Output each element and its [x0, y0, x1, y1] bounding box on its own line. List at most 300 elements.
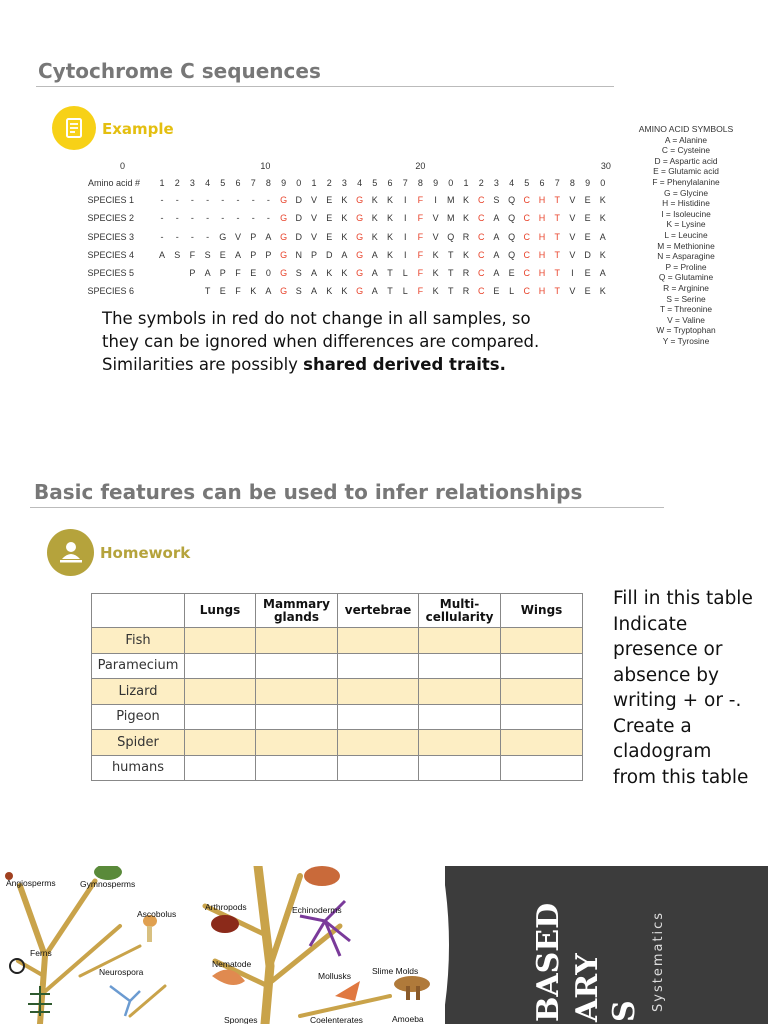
section-divider: [36, 86, 614, 87]
conserved-residue: G: [356, 268, 364, 278]
residue: K: [386, 195, 394, 205]
trait-cell[interactable]: [185, 653, 256, 679]
row-header-organism: humans: [92, 755, 185, 781]
residue: K: [371, 195, 378, 205]
trait-cell[interactable]: [256, 679, 338, 705]
residue: P: [250, 232, 257, 242]
conserved-residue: F: [417, 232, 424, 242]
slide-side-text: Systematics: [651, 910, 666, 1012]
tree-of-life-illustration: [0, 866, 445, 1024]
residue: K: [326, 286, 333, 296]
position-digit: 5: [220, 178, 226, 188]
table-row: [92, 704, 583, 730]
residue: -: [190, 195, 194, 205]
residue: I: [571, 268, 574, 278]
example-label: Example: [102, 120, 174, 138]
table-row: [92, 628, 583, 654]
position-digit: 8: [265, 178, 271, 188]
example-badge: [52, 106, 96, 150]
conserved-residue: H: [538, 250, 546, 260]
residue: T: [448, 268, 454, 278]
residue: S: [174, 250, 181, 260]
amino-acid-entry: R = Arginine: [663, 282, 709, 293]
column-header-text: vertebrae: [344, 603, 412, 617]
residue: K: [386, 232, 394, 242]
residue: E: [508, 268, 515, 278]
document-icon: [62, 116, 86, 140]
trait-cell[interactable]: [256, 730, 338, 756]
amino-acid-entry: G = Glycine: [664, 187, 708, 198]
row-header-organism: Paramecium: [92, 653, 185, 679]
column-header-text: cellularity: [425, 609, 494, 624]
residue: K: [371, 232, 378, 242]
residue: 0: [265, 268, 271, 278]
tree-label: Angiosperms: [6, 878, 56, 888]
sequence-alignment: [0, 155, 630, 305]
homework-label: Homework: [100, 544, 191, 562]
conserved-residue: H: [538, 268, 546, 278]
instruction-line: absence by: [613, 664, 719, 686]
species-label: SPECIES 6: [87, 286, 134, 296]
conserved-residue: H: [538, 232, 546, 242]
position-digit: 2: [326, 178, 332, 188]
amino-acid-entry: H = Histidine: [662, 198, 710, 209]
residue: P: [219, 268, 226, 278]
curved-divider: [445, 866, 459, 1024]
trait-cell[interactable]: [419, 679, 501, 705]
residue: L: [402, 268, 408, 278]
residue: A: [493, 250, 500, 260]
column-header-wings: [501, 594, 583, 628]
residue: K: [599, 286, 606, 296]
instruction-line: Create a: [613, 715, 692, 737]
residue: A: [158, 250, 166, 260]
residue: E: [326, 213, 333, 223]
tree-label: Coelenterates: [310, 1015, 363, 1024]
conserved-residue: G: [356, 286, 364, 296]
amino-acid-entry: A = Alanine: [664, 134, 708, 145]
residue: Q: [508, 213, 516, 223]
column-header-text: glands: [273, 609, 320, 624]
residue: K: [462, 195, 470, 205]
tree-label: Ascobolus: [137, 909, 177, 919]
residue: -: [221, 195, 225, 205]
residue: T: [387, 286, 393, 296]
conserved-residue: C: [477, 213, 485, 223]
column-header-text: Wings: [520, 603, 563, 617]
residue: V: [569, 250, 576, 260]
conserved-residue: C: [477, 250, 485, 260]
trait-cell[interactable]: [501, 704, 583, 730]
residue: D: [584, 250, 591, 260]
caption-line-3: [102, 353, 622, 376]
tree-label: Slime Molds: [372, 966, 419, 976]
amino-acid-entry: S = Serine: [666, 293, 706, 304]
conserved-residue: H: [538, 286, 546, 296]
trait-cell[interactable]: [256, 653, 338, 679]
residue: -: [251, 213, 255, 223]
residue: V: [569, 213, 576, 223]
student-desk-icon: [57, 540, 85, 566]
residue: E: [584, 286, 591, 296]
residue: Q: [508, 250, 516, 260]
residue: A: [310, 268, 318, 278]
residue: V: [234, 232, 242, 242]
amino-acid-entry: E = Glutamic acid: [653, 166, 719, 177]
conserved-residue: G: [356, 250, 364, 260]
residue: P: [250, 250, 257, 260]
trait-cell[interactable]: [419, 755, 501, 781]
amino-acid-entry: P = Proline: [665, 261, 707, 272]
species-label: SPECIES 3: [87, 232, 134, 242]
position-digit: 0: [296, 178, 302, 188]
table-row: [92, 730, 583, 756]
trait-cell[interactable]: [185, 730, 256, 756]
tree-label: Ferns: [30, 948, 52, 958]
conserved-residue: T: [554, 195, 560, 205]
residue: F: [235, 286, 241, 296]
residue: -: [160, 213, 164, 223]
conserved-residue: G: [356, 232, 364, 242]
conserved-residue: G: [280, 268, 288, 278]
conserved-residue: G: [356, 195, 364, 205]
residue: A: [204, 268, 211, 278]
amino-acid-entry: V = Valine: [667, 314, 705, 325]
position-digit: 1: [159, 178, 165, 188]
residue: I: [434, 195, 437, 205]
trait-cell[interactable]: [501, 679, 583, 705]
conserved-residue: G: [280, 195, 288, 205]
caption-line-3-prefix: Similarities are possibly: [102, 355, 304, 374]
conserved-residue: T: [554, 232, 560, 242]
residue: R: [462, 286, 470, 296]
column-header-lungs: [185, 594, 256, 628]
residue: K: [432, 250, 439, 260]
instruction-line: writing + or -.: [613, 690, 742, 711]
position-digit: 2: [174, 178, 180, 188]
position-digit: 9: [281, 178, 287, 188]
caption-line-1: The symbols in red do not change in all samples, so: [102, 309, 531, 328]
caption-line-2: they can be ignored when differences are compared.: [102, 332, 540, 351]
scale-label: 20: [415, 161, 426, 171]
residue: V: [310, 195, 318, 205]
position-digit: 3: [341, 178, 347, 188]
conserved-residue: G: [280, 213, 288, 223]
residue: I: [403, 250, 407, 260]
residue: E: [584, 213, 591, 223]
position-digit: 6: [539, 178, 545, 188]
position-digit: 6: [387, 178, 393, 188]
column-header-text: Mammary: [263, 596, 330, 611]
amino-acid-entry: Y = Tyrosine: [662, 335, 710, 346]
residue: E: [584, 232, 591, 242]
residue: -: [190, 232, 194, 242]
residue: D: [295, 213, 303, 223]
slide-big-text-2: ARY: [570, 953, 605, 1022]
residue: E: [584, 195, 591, 205]
residue: E: [219, 286, 226, 296]
residue: D: [325, 250, 333, 260]
conserved-residue: C: [523, 195, 531, 205]
position-digit: 3: [493, 178, 499, 188]
tree-label: Gymnosperms: [80, 879, 136, 889]
residue: -: [206, 213, 210, 223]
position-digit: 3: [189, 178, 195, 188]
residue: K: [341, 213, 348, 223]
residue: K: [599, 213, 606, 223]
section-divider: [30, 507, 664, 508]
conserved-residue: T: [554, 286, 560, 296]
sequence-caption: [102, 307, 622, 376]
residue: A: [371, 268, 378, 278]
residue: D: [295, 232, 303, 242]
section-title-basic-features: Basic features can be used to infer relationships: [34, 480, 583, 504]
trait-cell[interactable]: [338, 653, 419, 679]
residue: A: [493, 232, 500, 242]
position-digit: 6: [235, 178, 241, 188]
homework-instructions: [613, 586, 753, 790]
residue: S: [204, 250, 211, 260]
column-header-multicellularity: [419, 594, 501, 628]
conserved-residue: F: [417, 213, 424, 223]
species-label: SPECIES 4: [87, 250, 134, 260]
residue: T: [204, 286, 211, 296]
column-header-vertebrae: [338, 594, 419, 628]
residue: K: [341, 286, 348, 296]
residue: -: [221, 213, 225, 223]
slide-big-text-3: S: [607, 1000, 642, 1022]
residue: P: [310, 250, 318, 260]
conserved-residue: G: [280, 232, 288, 242]
residue: -: [175, 213, 179, 223]
residue: D: [295, 195, 303, 205]
residue: I: [403, 232, 407, 242]
species-label: SPECIES 5: [87, 268, 134, 278]
conserved-residue: F: [417, 250, 424, 260]
trait-cell[interactable]: [185, 704, 256, 730]
amino-acid-header-label: Amino acid #: [87, 178, 140, 188]
trait-cell[interactable]: [338, 679, 419, 705]
traits-table-header: [92, 594, 583, 628]
conserved-residue: C: [523, 250, 531, 260]
residue: K: [250, 286, 257, 296]
trait-cell[interactable]: [501, 653, 583, 679]
instruction-line: presence or: [613, 639, 723, 660]
residue: A: [493, 268, 500, 278]
table-row: [92, 679, 583, 705]
residue: K: [599, 195, 606, 205]
residue: I: [403, 213, 407, 223]
residue: V: [569, 232, 576, 242]
residue: G: [219, 232, 227, 242]
position-digit: 7: [554, 178, 560, 188]
residue: S: [295, 268, 302, 278]
conserved-residue: T: [554, 213, 560, 223]
trait-cell[interactable]: [256, 755, 338, 781]
amino-acid-entry: D = Aspartic acid: [654, 155, 718, 166]
residue: -: [160, 232, 164, 242]
residue: K: [386, 250, 394, 260]
row-header-organism: Pigeon: [92, 704, 185, 730]
amino-acid-legend-title: AMINO ACID SYMBOLS: [638, 124, 734, 134]
residue: V: [432, 213, 439, 223]
amino-acid-entry: Q = Glutamine: [658, 272, 714, 283]
residue: K: [371, 213, 378, 223]
conserved-residue: F: [417, 268, 424, 278]
position-digit: 1: [463, 178, 469, 188]
residue: K: [341, 232, 348, 242]
conserved-residue: C: [477, 195, 485, 205]
conserved-residue: H: [538, 213, 546, 223]
residue: A: [265, 232, 272, 242]
conserved-residue: C: [523, 232, 531, 242]
residue: Q: [447, 232, 455, 242]
residue: A: [599, 268, 606, 278]
position-digit: 4: [509, 178, 515, 188]
residue: -: [236, 195, 240, 205]
scale-label: 0: [119, 161, 125, 171]
residue: A: [341, 250, 348, 260]
trait-cell[interactable]: [419, 653, 501, 679]
amino-acid-entry: K = Lysine: [666, 219, 706, 230]
residue: K: [341, 195, 348, 205]
scale-label: 30: [600, 161, 611, 171]
instruction-line: from this table: [613, 766, 749, 788]
residue: N: [295, 250, 303, 260]
scale-label: 10: [260, 161, 271, 171]
column-header-text: Lungs: [199, 603, 241, 617]
trait-cell[interactable]: [185, 628, 256, 654]
trait-cell[interactable]: [256, 704, 338, 730]
residue: K: [326, 268, 333, 278]
trait-cell[interactable]: [338, 704, 419, 730]
residue: V: [569, 195, 576, 205]
residue: V: [310, 213, 318, 223]
position-digit: 5: [372, 178, 378, 188]
tree-label: Echinoderms: [292, 905, 342, 915]
trait-cell[interactable]: [338, 755, 419, 781]
residue: R: [462, 232, 470, 242]
residue: A: [599, 232, 606, 242]
residue: R: [462, 268, 470, 278]
position-digit: 9: [433, 178, 439, 188]
amino-acid-entry: C = Cysteine: [661, 145, 711, 156]
conserved-residue: F: [417, 286, 424, 296]
trait-cell[interactable]: [501, 628, 583, 654]
residue: K: [386, 213, 394, 223]
residue: -: [206, 232, 210, 242]
row-header-organism: Fish: [92, 628, 185, 654]
residue: S: [295, 286, 302, 296]
conserved-residue: T: [554, 268, 560, 278]
instruction-line: Indicate: [613, 613, 688, 635]
residue: A: [371, 286, 378, 296]
residue: L: [402, 286, 408, 296]
trait-cell[interactable]: [501, 730, 583, 756]
amino-acid-legend: [620, 124, 752, 346]
trait-cell[interactable]: [338, 730, 419, 756]
conserved-residue: C: [477, 286, 485, 296]
conserved-residue: C: [523, 286, 531, 296]
corner-cell: [92, 594, 185, 628]
tree-label: Arthropods: [205, 902, 247, 912]
residue: P: [189, 268, 196, 278]
amino-acid-entry: N = Asparagine: [657, 251, 715, 262]
residue: K: [432, 268, 439, 278]
residue: K: [462, 250, 470, 260]
residue: Q: [508, 232, 516, 242]
instruction-line: Fill in this table: [613, 588, 753, 609]
residue: Q: [508, 195, 516, 205]
amino-acid-entry: W = Tryptophan: [656, 325, 716, 336]
residue: K: [462, 213, 470, 223]
trait-cell[interactable]: [185, 679, 256, 705]
trait-cell[interactable]: [256, 628, 338, 654]
position-digit: 2: [478, 178, 484, 188]
residue: E: [493, 286, 500, 296]
position-digit: 9: [585, 178, 591, 188]
trait-cell[interactable]: [501, 755, 583, 781]
trait-cell[interactable]: [419, 730, 501, 756]
slide-big-text-1: BASED: [531, 902, 566, 1022]
conserved-residue: C: [523, 268, 531, 278]
tree-branches: [0, 866, 445, 1024]
conserved-residue: G: [280, 286, 288, 296]
residue: F: [235, 268, 241, 278]
residue: I: [403, 195, 407, 205]
conserved-residue: F: [417, 195, 424, 205]
amino-acid-entry: M = Methionine: [657, 240, 715, 251]
residue: T: [387, 268, 393, 278]
residue: -: [190, 213, 194, 223]
residue: -: [266, 213, 270, 223]
trait-cell[interactable]: [419, 704, 501, 730]
column-header-text: Multi-: [439, 596, 480, 611]
position-digit: 4: [357, 178, 363, 188]
conserved-residue: C: [523, 213, 531, 223]
traits-table: [91, 593, 583, 781]
tree-label: Mollusks: [318, 971, 352, 981]
residue: V: [310, 232, 318, 242]
amino-acid-entry: L = Leucine: [664, 229, 708, 240]
trait-cell[interactable]: [185, 755, 256, 781]
section-title-cytochrome: Cytochrome C sequences: [38, 59, 321, 83]
residue: E: [326, 195, 333, 205]
residue: A: [371, 250, 378, 260]
trait-cell[interactable]: [338, 628, 419, 654]
residue: K: [599, 250, 606, 260]
amino-acid-entry: I = Isoleucine: [661, 208, 711, 219]
trait-cell[interactable]: [419, 628, 501, 654]
residue: A: [493, 213, 500, 223]
residue: E: [219, 250, 226, 260]
residue: A: [310, 286, 318, 296]
position-digit: 7: [402, 178, 408, 188]
table-row: [92, 653, 583, 679]
residue: K: [432, 286, 439, 296]
position-digit: 5: [524, 178, 530, 188]
residue: A: [234, 250, 242, 260]
residue: V: [432, 232, 439, 242]
tree-label: Amoeba: [392, 1014, 424, 1024]
position-digit: 4: [205, 178, 211, 188]
residue: -: [206, 195, 210, 205]
row-header-organism: Spider: [92, 730, 185, 756]
residue: T: [448, 286, 454, 296]
conserved-residue: C: [477, 232, 485, 242]
tree-label: Nematode: [212, 959, 252, 969]
tree-label: Sponges: [224, 1015, 258, 1024]
